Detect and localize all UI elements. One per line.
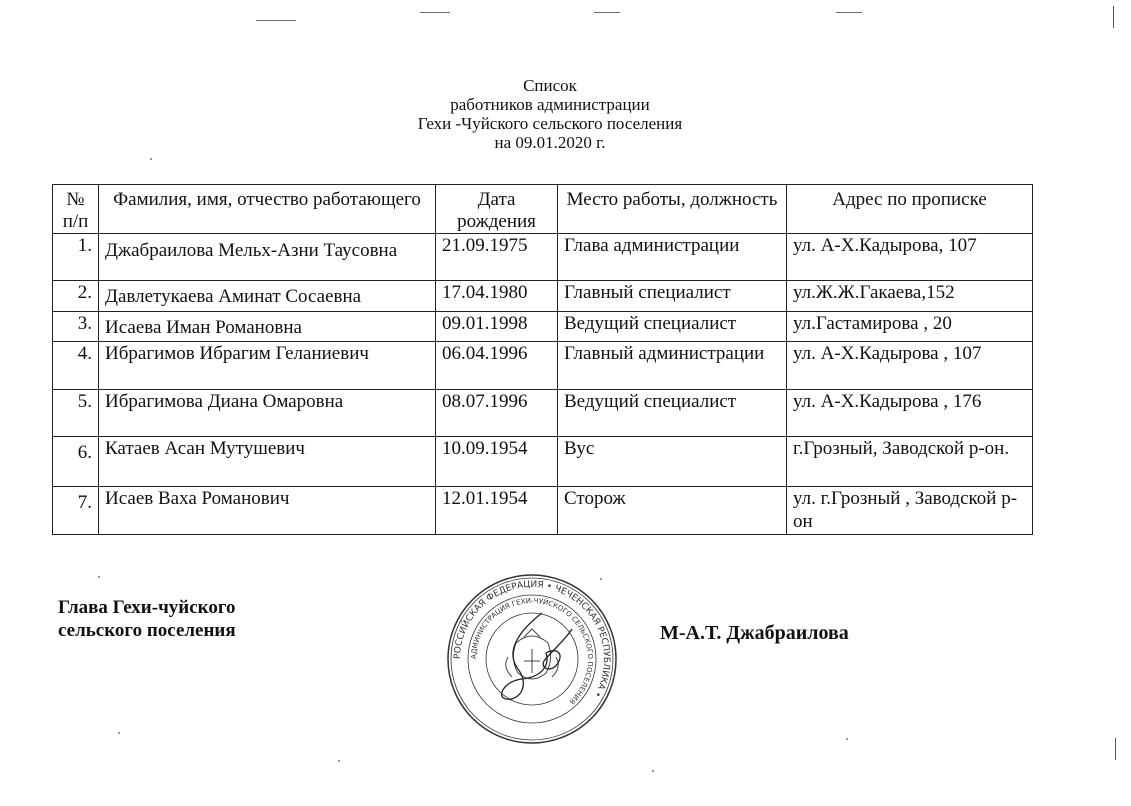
table-row <box>53 281 1033 312</box>
column-header-dob: Дата рождения <box>436 185 558 234</box>
signatory-name: М-А.Т. Джабраилова <box>660 622 849 644</box>
table-row <box>53 487 1033 535</box>
column-header-fio: Фамилия, имя, отчество работающего <box>99 185 436 234</box>
cell-address: г.Грозный, Заводской р-он. <box>787 437 1033 487</box>
cell-number: 1. <box>53 234 99 281</box>
table-row <box>53 390 1033 437</box>
cell-fio-text: Джабраилова Мельх-Азни Таусовна <box>105 240 398 261</box>
cell-dob: 17.04.1980 <box>436 281 558 312</box>
cell-number <box>53 437 99 487</box>
cell-number-text: 6. <box>77 442 92 463</box>
cell-position: Вус <box>558 437 787 487</box>
cell-dob: 06.04.1996 <box>436 342 558 390</box>
cell-fio: Ибрагимов Ибрагим Геланиевич <box>99 342 436 390</box>
scan-speck <box>652 770 654 772</box>
cell-position: Главный специалист <box>558 281 787 312</box>
scan-artifact-line <box>256 20 296 21</box>
cell-address: ул.Ж.Ж.Гакаева,152 <box>787 281 1033 312</box>
seal-outer-textpath: РОССИЙСКАЯ ФЕДЕРАЦИЯ • ЧЕЧЕНСКАЯ РЕСПУБЛИКА • <box>452 579 612 699</box>
cell-dob: 09.01.1998 <box>436 312 558 342</box>
scan-artifact-line <box>1115 738 1116 760</box>
table-row <box>53 234 1033 281</box>
cell-address: ул. А-Х.Кадырова , 176 <box>787 390 1033 437</box>
cell-number: 4. <box>53 342 99 390</box>
cell-fio <box>99 281 436 312</box>
cell-fio: Ибрагимова Диана Омаровна <box>99 390 436 437</box>
cell-fio-text: Исаева Иман Романовна <box>105 317 302 338</box>
scan-speck <box>150 158 152 160</box>
heading-title: Список <box>523 76 577 95</box>
column-header-position: Место работы, должность <box>558 185 787 234</box>
cell-address: ул. А-Х.Кадырова , 107 <box>787 342 1033 390</box>
cell-number: 5. <box>53 390 99 437</box>
cell-position: Ведущий специалист <box>558 390 787 437</box>
scan-speck <box>846 738 848 740</box>
scan-artifact-line <box>1113 6 1114 28</box>
scan-artifact-line <box>836 12 862 13</box>
seal-signature-scribble <box>502 613 572 699</box>
scan-speck <box>338 760 340 762</box>
heading-date: на 09.01.2020 г. <box>494 133 606 152</box>
cell-fio <box>99 312 436 342</box>
scan-speck <box>118 732 120 734</box>
staff-table <box>52 184 1033 535</box>
cell-number-text: 7. <box>77 492 92 513</box>
scan-speck <box>98 576 100 578</box>
scan-artifact-line <box>594 12 620 13</box>
cell-number: 2. <box>53 281 99 312</box>
cell-address: ул.Гастамирова , 20 <box>787 312 1033 342</box>
cell-position: Главный администрации <box>558 342 787 390</box>
cell-address: ул. г.Грозный , Заводской р-он <box>787 487 1033 535</box>
cell-dob: 10.09.1954 <box>436 437 558 487</box>
cell-dob: 21.09.1975 <box>436 234 558 281</box>
seal-inner-textpath: АДМИНИСТРАЦИЯ ГЕХИ-ЧУЙСКОГО СЕЛЬСКОГО ПОСЕЛЕНИЯ <box>469 596 595 706</box>
cell-dob: 12.01.1954 <box>436 487 558 535</box>
signatory-title-line1: Глава Гехи-чуйского <box>58 597 236 618</box>
heading-subtitle: работников администрации <box>450 95 650 114</box>
scan-artifact-line <box>420 12 450 13</box>
table-header-row <box>53 185 1033 234</box>
cell-fio: Исаев Ваха Романович <box>99 487 436 535</box>
cell-number <box>53 487 99 535</box>
cell-position: Сторож <box>558 487 787 535</box>
table-row <box>53 342 1033 390</box>
cell-dob: 08.07.1996 <box>436 390 558 437</box>
cell-fio-text: Давлетукаева Аминат Сосаевна <box>105 286 362 307</box>
cell-position: Глава администрации <box>558 234 787 281</box>
official-seal <box>446 573 618 745</box>
signatory-title <box>58 596 236 642</box>
cell-fio <box>99 234 436 281</box>
document-heading <box>300 76 800 152</box>
heading-organization: Гехи -Чуйского сельского поселения <box>417 114 683 133</box>
column-header-number: № п/п <box>53 185 99 234</box>
table-row <box>53 437 1033 487</box>
table-row <box>53 312 1033 342</box>
cell-number: 3. <box>53 312 99 342</box>
signatory-title-line2: сельского поселения <box>58 620 236 641</box>
cell-position: Ведущий специалист <box>558 312 787 342</box>
column-header-address: Адрес по прописке <box>787 185 1033 234</box>
cell-fio: Катаев Асан Мутушевич <box>99 437 436 487</box>
cell-address: ул. А-Х.Кадырова, 107 <box>787 234 1033 281</box>
